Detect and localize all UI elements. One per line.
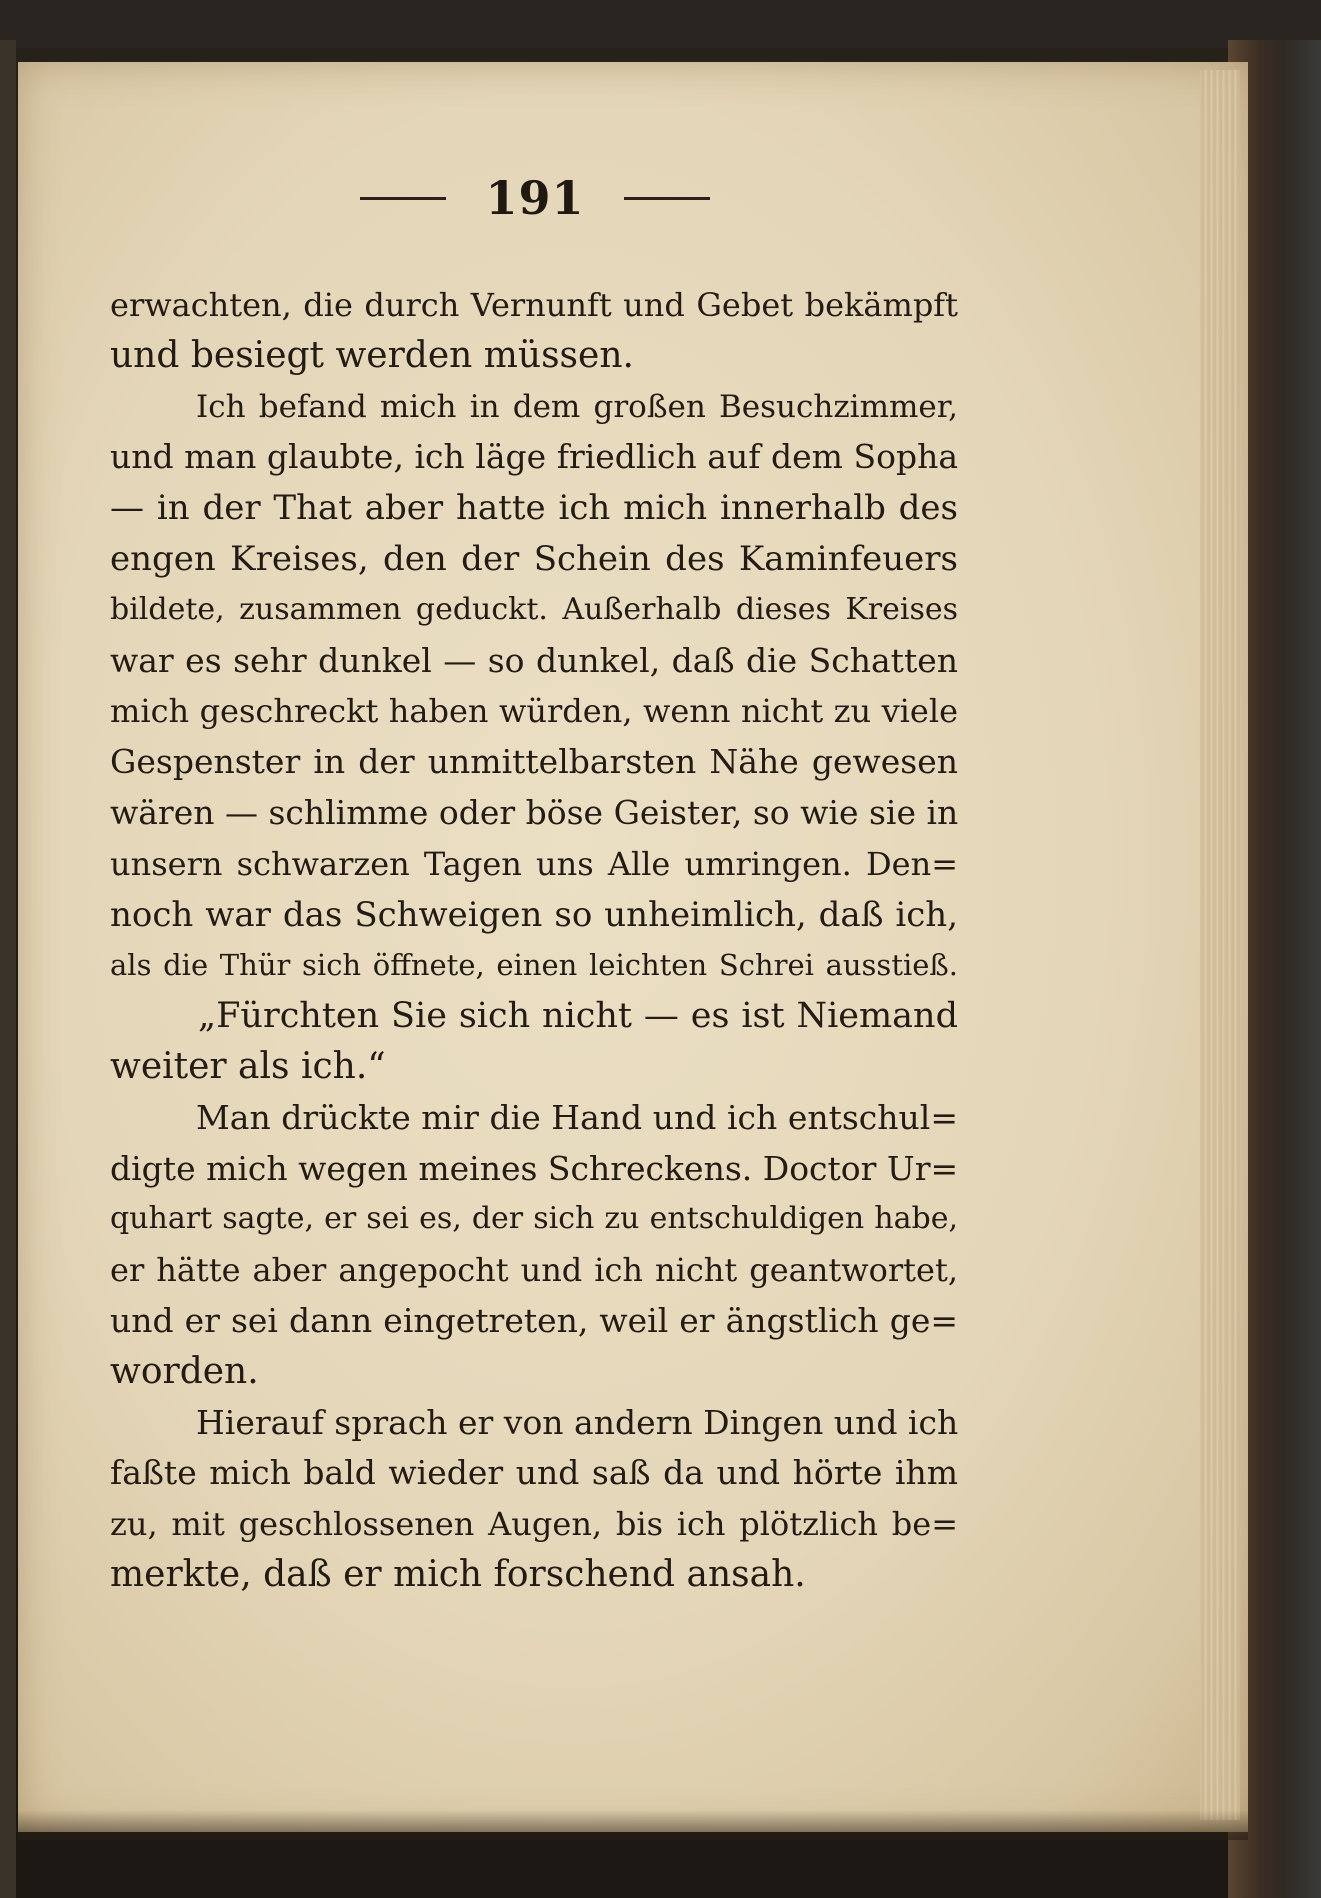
- header-rule-left: [360, 197, 446, 200]
- text-line: und besiegt werden müssen.: [110, 334, 634, 376]
- text-line: quhart sagte, er sei es, der sich zu entschuldigen habe,: [110, 1201, 958, 1237]
- text-line: faßte mich bald wieder und saß da und hörte ihm: [110, 1453, 958, 1493]
- text-line: erwachten, die durch Vernunft und Gebet bekämpft: [110, 286, 958, 324]
- text-line: zu, mit geschlossenen Augen, bis ich plötzlich be=: [110, 1505, 958, 1544]
- page-header: [360, 168, 710, 228]
- page-edges: [1200, 70, 1240, 1820]
- text-line: weiter als ich.“: [110, 1045, 386, 1087]
- text-line: worden.: [110, 1350, 259, 1392]
- text-line: war es sehr dunkel — so dunkel, daß die Schatten: [110, 640, 958, 680]
- text-line: merkte, daß er mich forschend ansah.: [110, 1553, 806, 1595]
- text-line: Hierauf sprach er von andern Dingen und ich: [196, 1402, 959, 1442]
- text-line: engen Kreises, den der Schein des Kaminfeuers: [110, 538, 958, 579]
- text-line: und er sei dann eingetreten, weil er ängstlich ge=: [110, 1300, 958, 1340]
- book-cover-top: [0, 0, 1321, 48]
- text-line: — in der That aber hatte ich mich innerhalb des: [110, 488, 958, 529]
- page-number: 191: [485, 171, 585, 225]
- text-line: und man glaubte, ich läge friedlich auf dem Sopha: [110, 437, 958, 477]
- text-line: bildete, zusammen geduckt. Außerhalb dieses Kreises: [110, 591, 958, 627]
- text-line: wären — schlimme oder böse Geister, so wie sie in: [110, 792, 959, 832]
- text-line: er hätte aber angepocht und ich nicht geantwortet,: [110, 1251, 958, 1290]
- text-line: als die Thür sich öffnete, einen leichten Schrei ausstieß.: [110, 948, 958, 983]
- text-line: noch war das Schweigen so unheimlich, daß ich,: [110, 894, 958, 935]
- book-cover-left: [0, 40, 16, 1898]
- text-line: unsern schwarzen Tagen uns Alle umringen. Den=: [110, 844, 958, 883]
- text-line: „Fürchten Sie sich nicht — es ist Niemand: [198, 996, 958, 1037]
- text-line: mich geschreckt haben würden, wenn nicht zu viele: [110, 692, 958, 731]
- body-text: [110, 280, 958, 1601]
- text-line: Man drückte mir die Hand und ich entschul=: [196, 1097, 958, 1137]
- header-rule-right: [624, 197, 710, 200]
- text-line: Gespenster in der unmittelbarsten Nähe gewesen: [110, 742, 958, 782]
- page-bottom-shadow: [18, 1810, 1248, 1840]
- text-line: Ich befand mich in dem großen Besuchzimmer,: [196, 388, 958, 425]
- text-line: digte mich wegen meines Schreckens. Doctor Ur=: [110, 1148, 959, 1188]
